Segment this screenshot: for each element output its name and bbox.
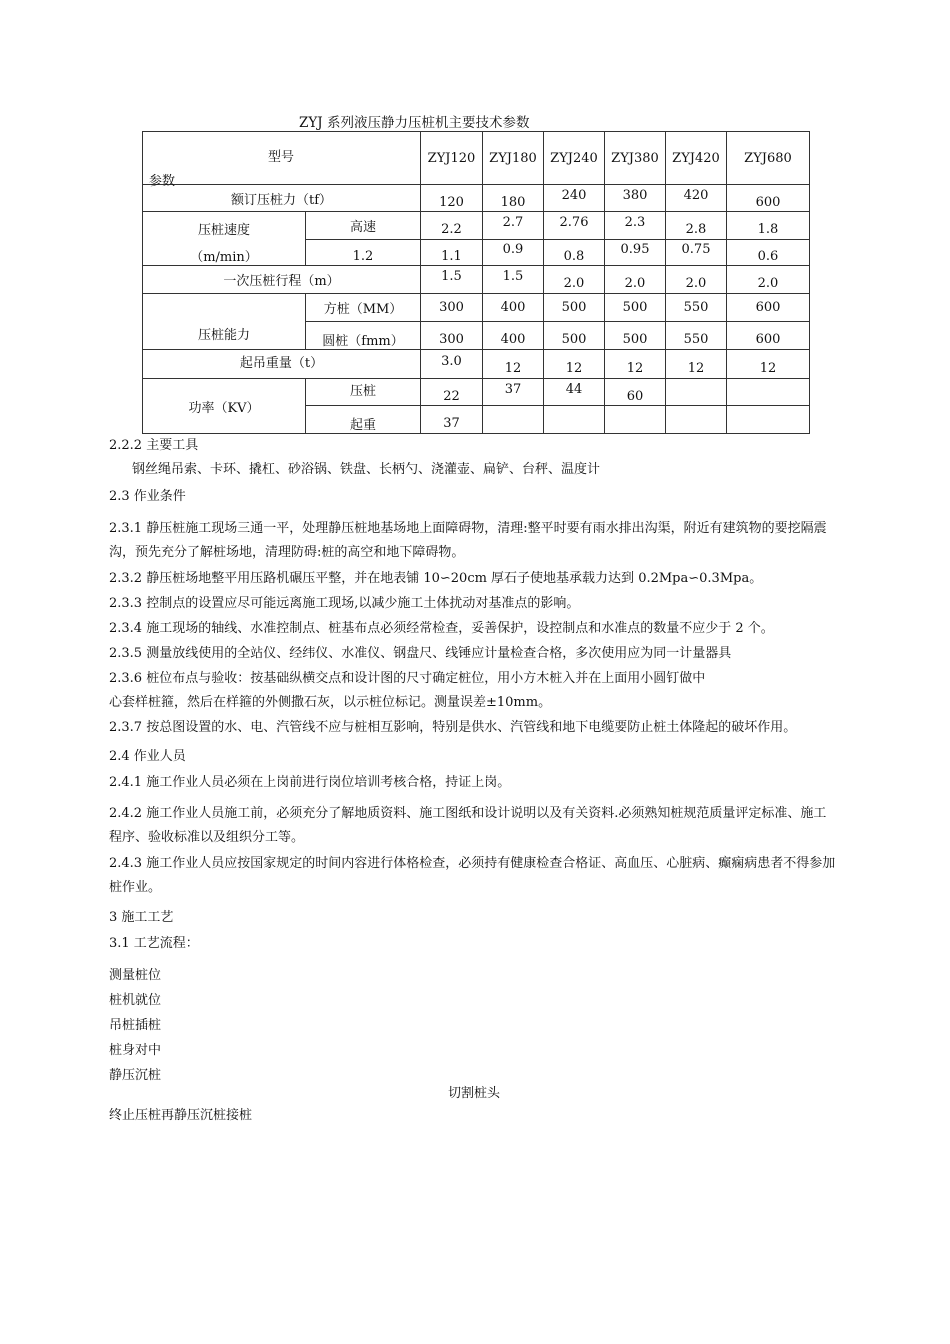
table-cell: 2.2 — [421, 212, 483, 240]
row-label: 一次压桩行程（m） — [143, 266, 421, 294]
table-cell — [727, 406, 810, 434]
table-cell: 400 — [483, 322, 544, 350]
table-cell: 2.0 — [727, 266, 810, 294]
table-cell: 1.5 — [483, 266, 544, 294]
table-cell: 0.9 — [483, 240, 544, 266]
table-cell — [666, 406, 727, 434]
table-row — [143, 379, 810, 406]
model-header: ZYJ380 — [605, 132, 666, 185]
paragraph-2-4-2: 2.4.2 施工作业人员施工前，必须充分了解地质资料、施工图纸和设计说明以及有关资料.必须熟知桩规范质量评定标准、施工程序、验收标准以及组织分工等。 — [109, 806, 827, 845]
model-header: ZYJ680 — [727, 132, 810, 185]
table-cell: 550 — [666, 294, 727, 322]
model-header: ZYJ240 — [544, 132, 605, 185]
table-cell: 2.3 — [605, 212, 666, 240]
table-cell — [605, 406, 666, 434]
table-cell: 400 — [483, 294, 544, 322]
table-cell: 3.0 — [421, 350, 483, 379]
table-cell — [483, 406, 544, 434]
table-cell: 12 — [727, 350, 810, 379]
sub-label: 高速 — [306, 212, 421, 240]
table-cell: 600 — [727, 294, 810, 322]
flow-step: 桩机就位 — [109, 993, 162, 1008]
paragraph-2-3-6-line1: 2.3.6 桩位布点与验收：按基础纵横交点和设计图的尺寸确定桩位，用小方木桩入并在上面用小圆钉做中 — [109, 671, 706, 686]
section-heading-2-3: 2.3 作业条件 — [109, 489, 186, 504]
table-row — [143, 294, 810, 322]
section-heading-3: 3 施工工艺 — [109, 910, 174, 925]
paragraph-2-3-7: 2.3.7 按总图设置的水、电、汽管线不应与桩相互影响，特别是供水、汽管线和地下电缆要防止桩土体隆起的破坏作用。 — [109, 720, 797, 735]
table-row — [143, 132, 810, 185]
sub-label: 圆桩（fmm） — [306, 322, 421, 350]
table-cell: 600 — [727, 185, 810, 212]
section-heading-2-2-2: 2.2.2 主要工具 — [109, 438, 199, 453]
flow-step: 吊桩插桩 — [109, 1018, 162, 1033]
paragraph-2-3-6-line2: 心套样桩箍，然后在样箍的外侧撒石灰，以示桩位标记。测量误差±10mm。 — [109, 695, 552, 710]
table-cell: 60 — [605, 379, 666, 406]
row-label: 起吊重量（t） — [143, 350, 421, 379]
table-caption: ZYJ 系列液压静力压桩机主要技术参数 — [299, 115, 530, 131]
sub-label: 起重 — [306, 406, 421, 434]
table-cell: 2.8 — [666, 212, 727, 240]
paragraph-2-3-1: 2.3.1 静压桩施工现场三通一平，处理静压桩地基场地上面障碍物，清理:整平时要有雨水排出沟渠，附近有建筑物的要挖隔震沟，预先充分了解桩场地，清理防碍:桩的高空和地下障碍物。 — [109, 521, 827, 560]
table-cell: 550 — [666, 322, 727, 350]
section-heading-3-1: 3.1 工艺流程： — [109, 936, 199, 951]
table-cell: 240 — [544, 185, 605, 212]
paragraph-2-4-1: 2.4.1 施工作业人员必须在上岗前进行岗位培训考核合格，持证上岗。 — [109, 775, 511, 790]
table-cell: 1.8 — [727, 212, 810, 240]
paragraph-2-3-4: 2.3.4 施工现场的轴线、水准控制点、桩基布点必须经常检查，妥善保护，设控制点和水准点的数量不应少于 2 个。 — [109, 621, 774, 636]
table-cell: 300 — [421, 294, 483, 322]
table-cell: 500 — [605, 294, 666, 322]
flow-step: 静压沉桩 — [109, 1068, 162, 1083]
table-row — [143, 350, 810, 379]
sub-label: 压桩 — [306, 379, 421, 406]
flow-step: 终止压桩再静压沉桩接桩 — [109, 1108, 253, 1123]
header-param-label: 参数 — [149, 174, 176, 189]
paragraph-2-3-5: 2.3.5 测量放线使用的全站仪、经纬仪、水准仪、钢盘尺、线锤应计量检查合格，多次使用应为同一计量器具 — [109, 646, 732, 661]
header-corner-cell — [143, 132, 421, 189]
table-cell: 2.0 — [605, 266, 666, 294]
spec-table — [142, 131, 810, 434]
table-cell: 12 — [544, 350, 605, 379]
table-cell: 500 — [544, 294, 605, 322]
row-label: 压桩速度 （m/min） — [143, 212, 306, 266]
model-header: ZYJ120 — [421, 132, 483, 185]
table-cell — [666, 379, 727, 406]
table-cell: 2.7 — [483, 212, 544, 240]
table-cell: 2.76 — [544, 212, 605, 240]
table-cell: 1.1 — [421, 240, 483, 266]
flow-step: 切割桩头 — [448, 1086, 501, 1101]
header-model-label: 型号 — [268, 150, 295, 165]
table-cell: 500 — [605, 322, 666, 350]
table-cell: 120 — [421, 185, 483, 212]
table-cell: 2.0 — [544, 266, 605, 294]
row-label: 额订压桩力（tf） — [143, 185, 421, 212]
table-cell: 0.75 — [666, 240, 727, 266]
tools-list: 钢丝绳吊索、卡环、撬杠、砂浴锅、铁盘、长柄勺、浇灌壶、扁铲、台秤、温度计 — [132, 462, 601, 477]
table-row — [143, 266, 810, 294]
flow-step: 桩身对中 — [109, 1043, 162, 1058]
flow-step: 测量桩位 — [109, 968, 162, 983]
table-cell: 1.5 — [421, 266, 483, 294]
table-cell: 37 — [483, 379, 544, 406]
sub-label: 1.2 — [306, 240, 421, 266]
table-cell: 12 — [483, 350, 544, 379]
table-row — [143, 212, 810, 240]
table-cell: 500 — [544, 322, 605, 350]
table-cell: 22 — [421, 379, 483, 406]
table-cell — [544, 406, 605, 434]
table-row — [143, 185, 810, 212]
row-label: 功率（KV） — [143, 379, 306, 434]
table-cell: 0.6 — [727, 240, 810, 266]
table-cell: 180 — [483, 185, 544, 212]
paragraph-2-4-3: 2.4.3 施工作业人员应按国家规定的时间内容进行体格检查，必须持有健康检查合格证、高血压、心脏病、癫痫病患者不得参加桩作业。 — [109, 856, 836, 895]
section-heading-2-4: 2.4 作业人员 — [109, 749, 186, 764]
table-cell: 420 — [666, 185, 727, 212]
model-header: ZYJ420 — [666, 132, 727, 185]
table-cell — [727, 379, 810, 406]
table-cell: 380 — [605, 185, 666, 212]
table-cell: 37 — [421, 406, 483, 434]
paragraph-2-3-2: 2.3.2 静压桩场地整平用压路机碾压平整，并在地表铺 10∽20cm 厚石子使地基承载力达到 0.2Mpa∽0.3Mpa。 — [109, 571, 763, 586]
paragraph-2-3-3: 2.3.3 控制点的设置应尽可能远离施工现场,以减少施工土体扰动对基准点的影响。 — [109, 596, 580, 611]
table-cell: 300 — [421, 322, 483, 350]
table-cell: 2.0 — [666, 266, 727, 294]
row-label: 压桩能力 — [143, 294, 306, 350]
table-cell: 0.95 — [605, 240, 666, 266]
table-cell: 12 — [666, 350, 727, 379]
model-header: ZYJ180 — [483, 132, 544, 185]
table-cell: 44 — [544, 379, 605, 406]
table-cell: 600 — [727, 322, 810, 350]
table-cell: 0.8 — [544, 240, 605, 266]
table-cell: 12 — [605, 350, 666, 379]
sub-label: 方桩（MM） — [306, 294, 421, 322]
